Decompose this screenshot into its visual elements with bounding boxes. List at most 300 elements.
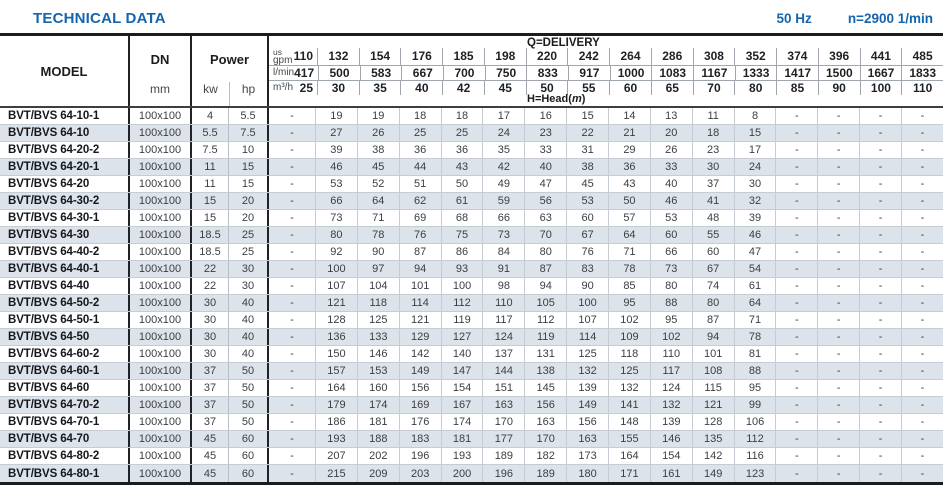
head-value-cell: - <box>817 125 859 141</box>
head-value-cell: 18 <box>692 125 734 141</box>
hp-cell: 7.5 <box>228 125 267 141</box>
head-value-cell: - <box>267 312 315 328</box>
head-value-cell: 73 <box>650 261 692 277</box>
hp-cell: 50 <box>228 363 267 379</box>
kw-cell: 18.5 <box>190 244 228 260</box>
model-cell: BVT/BVS 64-80-1 <box>8 467 100 480</box>
head-value-cell: - <box>859 125 901 141</box>
head-value-cell: 100 <box>441 278 483 294</box>
table-row <box>0 431 943 448</box>
table-header <box>0 36 943 108</box>
head-value-cell: - <box>267 193 315 209</box>
head-value-cell: 19 <box>315 108 357 124</box>
head-value-cell: - <box>775 193 817 209</box>
head-value-cell: 121 <box>692 397 734 413</box>
head-value-cell: - <box>817 414 859 430</box>
head-value-cell: - <box>901 431 943 447</box>
hp-cell: 50 <box>228 397 267 413</box>
hp-cell: 20 <box>228 193 267 209</box>
head-value-cell: 36 <box>441 142 483 158</box>
head-value-cell: 55 <box>692 227 734 243</box>
m3h-column-value: 60 <box>609 81 651 95</box>
head-value-cell: - <box>775 210 817 226</box>
head-value-cell: 173 <box>566 448 608 464</box>
head-value-cell: 25 <box>441 125 483 141</box>
head-value-cell: 156 <box>399 380 441 396</box>
head-value-cell: 170 <box>524 431 566 447</box>
model-cell: BVT/BVS 64-60-2 <box>8 348 100 360</box>
head-value-cell: - <box>901 380 943 396</box>
head-value-cell: 54 <box>734 261 776 277</box>
head-value-cell: 85 <box>608 278 650 294</box>
head-value-cell: - <box>775 125 817 141</box>
head-value-cell: 193 <box>441 448 483 464</box>
head-value-cell: 148 <box>608 414 650 430</box>
head-value-cell: - <box>901 125 943 141</box>
head-value-cell: 200 <box>441 465 483 482</box>
head-value-cell: 196 <box>482 465 524 482</box>
head-value-cell: 129 <box>399 329 441 345</box>
head-value-cell: - <box>775 465 817 482</box>
head-value-cell: - <box>817 397 859 413</box>
dn-cell: 100x100 <box>128 193 190 209</box>
head-value-cell: 101 <box>399 278 441 294</box>
head-value-cell: 44 <box>399 159 441 175</box>
head-value-cell: 188 <box>357 431 399 447</box>
kw-cell: 11 <box>190 176 228 192</box>
model-cell: BVT/BVS 64-60-1 <box>8 365 100 377</box>
head-value-cell: - <box>267 431 315 447</box>
head-value-cell: 179 <box>315 397 357 413</box>
hp-cell: 50 <box>228 380 267 396</box>
table-row <box>0 465 943 482</box>
gpm-column-value: 374 <box>776 48 818 65</box>
head-value-cell: 154 <box>650 448 692 464</box>
head-value-cell: 16 <box>524 108 566 124</box>
hp-cell: 60 <box>228 448 267 464</box>
head-value-cell: 119 <box>441 312 483 328</box>
dn-cell: 100x100 <box>128 363 190 379</box>
head-value-cell: 46 <box>650 193 692 209</box>
table-row <box>0 363 943 380</box>
head-value-cell: 135 <box>692 431 734 447</box>
head-value-cell: 24 <box>734 159 776 175</box>
head-value-cell: 90 <box>566 278 608 294</box>
head-value-cell: - <box>901 244 943 260</box>
model-cell: BVT/BVS 64-30-1 <box>8 212 100 224</box>
head-value-cell: 108 <box>692 363 734 379</box>
gpm-column-value: 176 <box>400 48 442 65</box>
head-value-cell: 140 <box>441 346 483 362</box>
head-value-cell: - <box>901 142 943 158</box>
head-value-cell: - <box>817 448 859 464</box>
head-value-cell: 128 <box>315 312 357 328</box>
table-body <box>0 108 943 482</box>
dn-cell: 100x100 <box>128 312 190 328</box>
head-value-cell: 144 <box>482 363 524 379</box>
head-value-cell: - <box>775 244 817 260</box>
head-value-cell: 15 <box>734 125 776 141</box>
head-value-cell: 81 <box>734 346 776 362</box>
power-unit-row <box>192 82 267 106</box>
head-value-cell: 87 <box>692 312 734 328</box>
model-cell: BVT/BVS 64-50 <box>8 331 90 343</box>
head-value-cell: 127 <box>441 329 483 345</box>
head-value-cell: 132 <box>566 363 608 379</box>
head-value-cell: 99 <box>734 397 776 413</box>
head-value-cell: - <box>901 210 943 226</box>
head-value-cell: 30 <box>734 176 776 192</box>
head-value-cell: 76 <box>566 244 608 260</box>
m3h-column-value: 100 <box>860 81 902 95</box>
head-value-cell: 62 <box>399 193 441 209</box>
head-value-cell: 164 <box>315 380 357 396</box>
delivery-label-row <box>269 36 943 48</box>
head-value-cell: 112 <box>524 312 566 328</box>
m3h-column-value: 80 <box>734 81 776 95</box>
m3h-column-value: 90 <box>818 81 860 95</box>
head-value-cell: 137 <box>482 346 524 362</box>
head-value-cell: 151 <box>482 380 524 396</box>
head-value-cell: 78 <box>734 329 776 345</box>
kw-cell: 15 <box>190 210 228 226</box>
head-value-cell: 67 <box>566 227 608 243</box>
head-value-cell: 163 <box>482 397 524 413</box>
head-value-cell: 76 <box>399 227 441 243</box>
table-row <box>0 397 943 414</box>
hp-cell: 20 <box>228 210 267 226</box>
head-value-cell: - <box>901 346 943 362</box>
head-value-cell: 215 <box>315 465 357 482</box>
head-value-cell: 133 <box>357 329 399 345</box>
head-value-cell: 71 <box>734 312 776 328</box>
head-value-cell: - <box>817 142 859 158</box>
lmin-column-value: 750 <box>485 66 527 80</box>
dn-cell: 100x100 <box>128 227 190 243</box>
head-value-cell: - <box>859 448 901 464</box>
head-value-cell: 146 <box>650 431 692 447</box>
head-value-cell: 17 <box>482 108 524 124</box>
head-value-cell: 196 <box>399 448 441 464</box>
hp-cell: 50 <box>228 414 267 430</box>
head-value-cell: 31 <box>566 142 608 158</box>
head-value-cell: - <box>775 431 817 447</box>
table-row <box>0 278 943 295</box>
head-value-cell: 142 <box>692 448 734 464</box>
head-value-cell: 157 <box>315 363 357 379</box>
table-row <box>0 125 943 142</box>
kw-cell: 15 <box>190 193 228 209</box>
table-row <box>0 244 943 261</box>
head-value-cell: 57 <box>608 210 650 226</box>
gpm-column-value: 441 <box>860 48 902 65</box>
m3h-column-value: 110 <box>901 81 943 95</box>
hp-cell: 40 <box>228 295 267 311</box>
gpm-header-row <box>269 48 943 66</box>
head-value-cell: - <box>859 142 901 158</box>
gpm-column-value: 154 <box>359 48 401 65</box>
head-value-cell: 121 <box>315 295 357 311</box>
head-value-cell: - <box>267 108 315 124</box>
table-row <box>0 193 943 210</box>
head-value-cell: - <box>859 261 901 277</box>
dn-cell: 100x100 <box>128 329 190 345</box>
dn-column-header <box>128 36 190 106</box>
head-value-cell: 80 <box>650 278 692 294</box>
hp-cell: 40 <box>228 312 267 328</box>
head-label-row <box>269 92 943 106</box>
lmin-column-value: 583 <box>360 66 402 80</box>
model-cell: BVT/BVS 64-60 <box>8 382 90 394</box>
head-value-cell: 110 <box>482 295 524 311</box>
head-value-cell: - <box>859 193 901 209</box>
head-value-cell: - <box>817 363 859 379</box>
head-value-cell: 19 <box>357 108 399 124</box>
head-value-cell: 146 <box>357 346 399 362</box>
table-row <box>0 227 943 244</box>
head-value-cell: 92 <box>315 244 357 260</box>
gpm-column-value: 264 <box>609 48 651 65</box>
head-value-cell: - <box>817 346 859 362</box>
table-row <box>0 210 943 227</box>
head-value-cell: 32 <box>734 193 776 209</box>
head-value-cell: - <box>817 193 859 209</box>
head-value-cell: - <box>901 227 943 243</box>
head-value-cell: 125 <box>566 346 608 362</box>
m3h-column-value: 35 <box>359 81 401 95</box>
delivery-header-block <box>267 36 943 106</box>
head-value-cell: 154 <box>441 380 483 396</box>
head-value-cell: 124 <box>650 380 692 396</box>
head-value-cell: 117 <box>482 312 524 328</box>
dn-cell: 100x100 <box>128 176 190 192</box>
kw-cell: 5.5 <box>190 125 228 141</box>
lmin-column-value: 1417 <box>776 66 818 80</box>
head-value-cell: - <box>817 278 859 294</box>
head-value-cell: - <box>859 414 901 430</box>
head-value-cell: - <box>817 244 859 260</box>
head-value-cell: 64 <box>357 193 399 209</box>
head-value-cell: 125 <box>608 363 650 379</box>
dn-header-label: DN <box>150 51 170 67</box>
head-value-cell: 104 <box>357 278 399 294</box>
power-header-label: Power <box>209 51 249 67</box>
head-value-cell: 37 <box>692 176 734 192</box>
model-cell: BVT/BVS 64-70-1 <box>8 416 100 428</box>
head-value-cell: 95 <box>608 295 650 311</box>
head-value-cell: - <box>859 431 901 447</box>
head-value-cell: 64 <box>734 295 776 311</box>
head-value-cell: - <box>901 176 943 192</box>
gpm-column-value: 132 <box>317 48 359 65</box>
lmin-column-value: 500 <box>318 66 360 80</box>
head-value-cell: 24 <box>482 125 524 141</box>
head-value-cell: 186 <box>315 414 357 430</box>
head-value-cell: - <box>817 431 859 447</box>
hp-cell: 60 <box>228 465 267 482</box>
dn-cell: 100x100 <box>128 125 190 141</box>
head-value-cell: 69 <box>399 210 441 226</box>
head-value-cell: 110 <box>650 346 692 362</box>
head-value-cell: - <box>775 397 817 413</box>
model-cell: BVT/BVS 64-10-1 <box>8 110 100 122</box>
hp-cell: 15 <box>228 159 267 175</box>
head-value-cell: 46 <box>315 159 357 175</box>
head-value-cell: 18 <box>399 108 441 124</box>
head-value-cell: 147 <box>441 363 483 379</box>
head-value-cell: 21 <box>608 125 650 141</box>
table-row <box>0 176 943 193</box>
dn-cell: 100x100 <box>128 295 190 311</box>
model-cell: BVT/BVS 64-70-2 <box>8 399 100 411</box>
head-value-cell: 189 <box>482 448 524 464</box>
head-value-cell: 105 <box>524 295 566 311</box>
head-value-cell: 90 <box>357 244 399 260</box>
m3h-header-row <box>269 81 943 95</box>
kw-cell: 45 <box>190 448 228 464</box>
head-value-cell: 109 <box>608 329 650 345</box>
gpm-column-value: 352 <box>734 48 776 65</box>
gpm-unit-label: us gpm <box>273 46 293 66</box>
head-value-cell: 26 <box>650 142 692 158</box>
head-value-cell: 33 <box>650 159 692 175</box>
model-column-header <box>0 36 128 106</box>
dn-cell: 100x100 <box>128 261 190 277</box>
model-cell: BVT/BVS 64-20-2 <box>8 144 100 156</box>
head-value-cell: 50 <box>608 193 650 209</box>
head-value-cell: 13 <box>650 108 692 124</box>
head-value-cell: 22 <box>566 125 608 141</box>
head-value-cell: - <box>859 176 901 192</box>
head-value-cell: 114 <box>566 329 608 345</box>
gpm-column-value: 242 <box>567 48 609 65</box>
head-value-cell: - <box>267 142 315 158</box>
table-row <box>0 142 943 159</box>
head-value-cell: - <box>817 227 859 243</box>
head-value-cell: - <box>859 295 901 311</box>
head-value-cell: 43 <box>441 159 483 175</box>
delivery-label: Q=DELIVERY <box>527 37 600 49</box>
head-value-cell: 46 <box>734 227 776 243</box>
head-value-cell: 181 <box>441 431 483 447</box>
head-value-cell: 94 <box>399 261 441 277</box>
head-value-cell: 94 <box>692 329 734 345</box>
head-value-cell: - <box>859 278 901 294</box>
model-cell: BVT/BVS 64-50-2 <box>8 297 100 309</box>
gpm-column-value: 220 <box>526 48 568 65</box>
head-value-cell: - <box>775 448 817 464</box>
head-value-cell: 45 <box>357 159 399 175</box>
head-value-cell: 155 <box>608 431 650 447</box>
head-value-cell: - <box>859 108 901 124</box>
head-value-cell: 100 <box>315 261 357 277</box>
gpm-column-value: 185 <box>442 48 484 65</box>
head-value-cell: 48 <box>692 210 734 226</box>
model-cell: BVT/BVS 64-20 <box>8 178 90 190</box>
head-value-cell: 80 <box>524 244 566 260</box>
head-value-cell: 189 <box>524 465 566 482</box>
head-value-cell: - <box>859 465 901 482</box>
head-value-cell: - <box>775 278 817 294</box>
head-value-cell: 94 <box>524 278 566 294</box>
head-value-cell: 88 <box>734 363 776 379</box>
dn-cell: 100x100 <box>128 278 190 294</box>
head-value-cell: - <box>901 261 943 277</box>
head-value-cell: 170 <box>482 414 524 430</box>
head-value-cell: - <box>267 227 315 243</box>
head-value-cell: 149 <box>692 465 734 482</box>
head-value-cell: 149 <box>566 397 608 413</box>
kw-cell: 7.5 <box>190 142 228 158</box>
head-value-cell: - <box>775 142 817 158</box>
head-value-cell: 117 <box>650 363 692 379</box>
model-cell: BVT/BVS 64-40 <box>8 280 90 292</box>
head-value-cell: - <box>775 414 817 430</box>
speed-label: n=2900 1/min <box>847 11 933 26</box>
head-value-cell: 38 <box>357 142 399 158</box>
head-value-cell: - <box>267 414 315 430</box>
head-value-cell: 209 <box>357 465 399 482</box>
m3h-column-value: 65 <box>651 81 693 95</box>
head-value-cell: 47 <box>734 244 776 260</box>
dn-cell: 100x100 <box>128 448 190 464</box>
head-value-cell: 74 <box>692 278 734 294</box>
head-value-cell: 60 <box>692 244 734 260</box>
head-value-cell: 53 <box>315 176 357 192</box>
head-value-cell: 131 <box>524 346 566 362</box>
head-value-cell: - <box>901 193 943 209</box>
head-value-cell: 53 <box>650 210 692 226</box>
lmin-column-value: 1083 <box>651 66 693 80</box>
head-value-cell: 167 <box>441 397 483 413</box>
model-cell: BVT/BVS 64-70 <box>8 433 90 445</box>
head-value-cell: - <box>859 210 901 226</box>
head-value-cell: 49 <box>482 176 524 192</box>
dn-cell: 100x100 <box>128 210 190 226</box>
head-value-cell: 25 <box>399 125 441 141</box>
head-value-cell: 84 <box>482 244 524 260</box>
head-value-cell: 83 <box>566 261 608 277</box>
head-value-cell: 88 <box>650 295 692 311</box>
head-value-cell: 45 <box>566 176 608 192</box>
lmin-column-value: 700 <box>443 66 485 80</box>
head-value-cell: - <box>901 108 943 124</box>
head-value-cell: 47 <box>524 176 566 192</box>
head-value-cell: 118 <box>357 295 399 311</box>
hp-cell: 30 <box>228 261 267 277</box>
head-value-cell: 14 <box>608 108 650 124</box>
head-value-cell: 125 <box>357 312 399 328</box>
head-value-cell: 52 <box>357 176 399 192</box>
head-value-cell: - <box>775 176 817 192</box>
head-value-cell: - <box>817 261 859 277</box>
hp-cell: 25 <box>228 244 267 260</box>
model-cell: BVT/BVS 64-40-2 <box>8 246 100 258</box>
head-value-cell: 136 <box>315 329 357 345</box>
gpm-column-value: 485 <box>901 48 943 65</box>
model-cell: BVT/BVS 64-50-1 <box>8 314 100 326</box>
head-value-cell: 43 <box>608 176 650 192</box>
head-value-cell: 38 <box>566 159 608 175</box>
hp-cell: 25 <box>228 227 267 243</box>
head-value-cell: - <box>817 295 859 311</box>
head-value-cell: 171 <box>608 465 650 482</box>
hp-cell: 10 <box>228 142 267 158</box>
technical-data-table <box>0 33 943 485</box>
operating-conditions <box>777 11 933 26</box>
head-value-cell: 78 <box>608 261 650 277</box>
kw-cell: 30 <box>190 295 228 311</box>
